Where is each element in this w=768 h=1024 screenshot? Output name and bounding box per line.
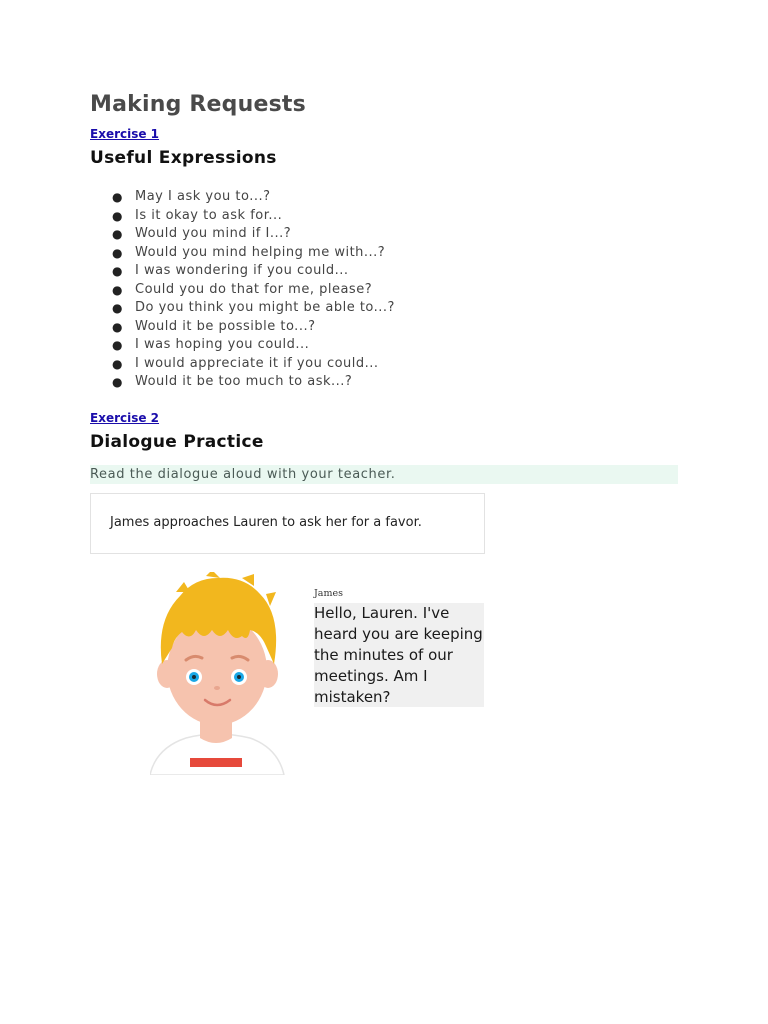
expression-text: Would it be too much to ask...? [135,374,353,389]
boy-avatar-icon [150,572,285,775]
bullet-icon: ● [112,375,123,389]
expression-text: May I ask you to...? [135,189,271,204]
expression-item [90,299,395,318]
expression-item [90,373,395,392]
expression-text: I was wondering if you could... [135,263,349,278]
expression-text: Do you think you might be able to...? [135,300,395,315]
expression-item [90,225,395,244]
bullet-icon: ● [112,319,123,334]
expression-item [90,207,395,226]
expression-item [90,281,395,300]
expression-text: Would it be possible to...? [135,318,316,334]
bullet-icon: ● [112,338,123,352]
bullet-icon: ● [112,282,123,297]
bullet-icon: ● [112,301,123,315]
expression-text: I would appreciate it if you could... [135,355,379,371]
expression-text: Would you mind helping me with...? [135,244,386,260]
bullet-icon: ● [112,227,123,241]
expression-item [90,336,395,355]
expression-text: Is it okay to ask for... [135,207,283,223]
speech-bubble: Hello, Lauren. I've heard you are keeping the minutes of our meetings. Am I mistaken? [314,604,483,706]
exercise-2-link[interactable]: Exercise 2 [90,411,160,425]
expression-item [90,355,395,374]
dialogue-practice-heading: Dialogue Practice [90,432,264,452]
bullet-icon: ● [112,245,123,260]
bullet-icon: ● [112,264,123,278]
expression-text: Could you do that for me, please? [135,281,373,297]
expression-item [90,188,395,207]
bullet-icon: ● [112,190,123,204]
page-title: Making Requests [90,92,306,117]
expression-list [90,188,395,392]
speaker-name: James [314,588,343,599]
exercise-1-link[interactable]: Exercise 1 [90,127,160,141]
bullet-icon: ● [112,356,123,371]
expression-text: I was hoping you could... [135,337,310,352]
useful-expressions-heading: Useful Expressions [90,148,277,168]
expression-item [90,244,395,263]
expression-item [90,262,395,281]
bullet-icon: ● [112,208,123,223]
expression-text: Would you mind if I...? [135,226,292,241]
expression-item [90,318,395,337]
scene-description-box: James approaches Lauren to ask her for a favor. [90,493,485,554]
instruction-text: Read the dialogue aloud with your teacher. [90,465,678,484]
